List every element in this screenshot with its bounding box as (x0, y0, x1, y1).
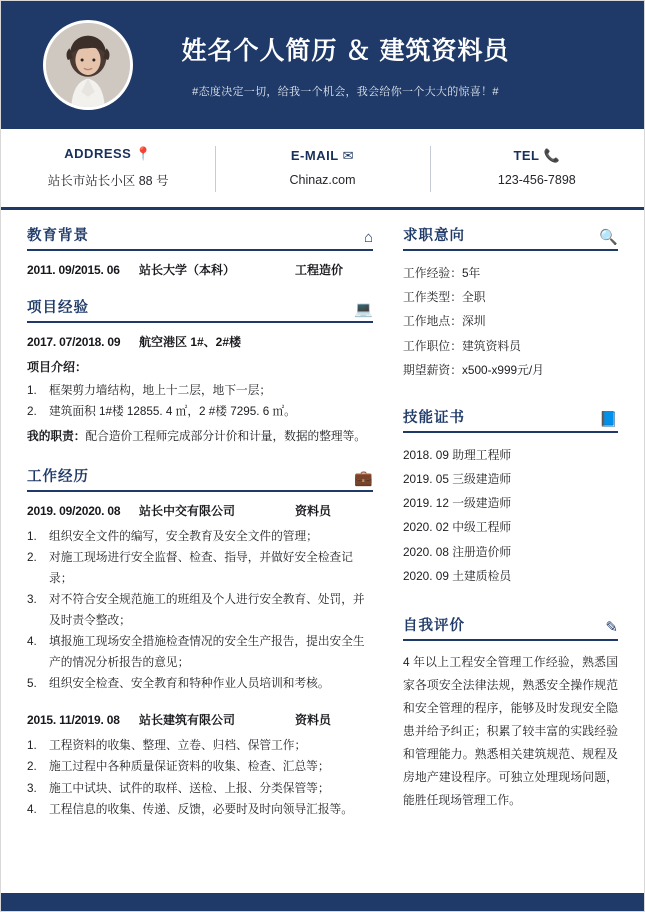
education-major: 工程造价 (295, 263, 344, 277)
list-text: 工程资料的收集、整理、立卷、归档、保管工作； (49, 738, 307, 752)
list-index: 1. (27, 529, 37, 543)
resume-body (1, 210, 644, 838)
list-item: 工作类型：全职 (403, 290, 486, 305)
contact-email (215, 142, 429, 193)
list-item: 2019. 12 一级建造师 (403, 496, 512, 511)
project-date: 2017. 07/2018. 09 (27, 335, 121, 349)
section-certificates (403, 406, 618, 588)
contact-tel-label (430, 148, 644, 164)
project-org: 航空港区 1#、2#楼 (139, 335, 242, 349)
section-evaluation (403, 614, 618, 812)
list-item (27, 527, 373, 547)
work-role: 资料员 (295, 712, 332, 727)
contact-email-label (215, 148, 429, 164)
list-text: 建筑面积 1#楼 12855. 4 ㎡，2 #楼 7295. 6 ㎡。 (49, 405, 296, 419)
education-title: 教育背景 (27, 228, 89, 244)
contact-address (1, 140, 215, 195)
home-icon: ⌂ (363, 229, 373, 246)
section-intention (403, 224, 618, 382)
list-item: 2020. 02 中级工程师 (403, 520, 512, 535)
contact-tel (430, 142, 644, 193)
list-item (27, 402, 373, 422)
intention-title: 求职意向 (403, 228, 465, 244)
list-index: 1. (27, 384, 37, 397)
contact-band (1, 129, 644, 207)
header-subtitle: #态度决定一切，给我一个机会，我会给你一个大大的惊喜！# (192, 86, 499, 98)
list-text: 工程信息的收集、传递、反馈，必要时及时向领导汇报等。 (49, 802, 353, 816)
project-intro-label: 项目介绍： (27, 360, 88, 374)
work-title: 工作经历 (27, 468, 89, 485)
evaluation-text: 4 年以上工程安全管理工作经验，熟悉国家各项安全法律法规，熟悉安全操作规范和安全管理的程序，能够及时发现安全隐患并给予纠正；积累了较丰富的实践经验和管理能力。熟悉相关建筑规范、规程及房地产建设程序。可独立处理现场问题，能胜任现场管理工作。 (403, 654, 618, 807)
list-text: 组织安全文件的编写，安全教育及安全文件的管理； (49, 529, 318, 543)
contact-address-label (1, 146, 215, 162)
work-gap (27, 699, 373, 711)
footer-bar (1, 893, 644, 911)
list-item (27, 674, 373, 694)
work-entry (27, 502, 373, 519)
list-index: 2. (27, 760, 37, 774)
certificates-heading (403, 406, 618, 433)
evaluation-title: 自我评价 (403, 617, 465, 634)
education-date: 2011. 09/2015. 06 (27, 263, 120, 277)
contact-address-text: ADDRESS (64, 146, 132, 161)
list-item: 工作职位：建筑资料员 (403, 338, 521, 353)
contact-email-text: E-MAIL (290, 148, 339, 163)
project-entry (27, 333, 373, 350)
list-text: 组织安全检查、安全教育和特种作业人员培训和考核。 (49, 677, 330, 691)
list-item: 2019. 05 三级建造师 (403, 472, 512, 487)
list-item (27, 757, 373, 777)
list-index: 2. (27, 405, 37, 419)
list-item: 期望薪资：x500-x999元/月 (403, 362, 544, 377)
right-column (391, 224, 618, 838)
contact-tel-text: TEL (513, 148, 540, 163)
list-index: 3. (27, 593, 37, 607)
list-index: 3. (27, 781, 37, 795)
section-work (27, 465, 373, 821)
phone-icon: 📞 (543, 148, 561, 163)
list-text: 对不符合安全规范施工的班组及个人进行安全教育、处罚，并及时责令整改； (49, 593, 365, 627)
list-item: 2020. 08 注册造价师 (403, 544, 512, 559)
education-org: 站长大学（本科） (139, 263, 236, 277)
intention-heading (403, 224, 618, 251)
envelope-icon: ✉ (342, 148, 355, 163)
project-duty-label: 我的职责： (27, 429, 86, 443)
education-entry (27, 261, 373, 278)
work-job-1 (27, 502, 373, 695)
section-project (27, 296, 373, 447)
work-date: 2019. 09/2020. 08 (27, 503, 121, 518)
evaluation-heading (403, 614, 618, 641)
list-index: 1. (27, 738, 37, 752)
list-item: 2020. 09 土建质检员 (403, 568, 512, 583)
page-title: 姓名个人简历 ＆ 建筑资料员 (181, 37, 510, 65)
list-index: 4. (27, 635, 37, 649)
list-text: 填报施工现场安全措施检查情况的安全生产报告，提出安全生产的情况分析报告的意见； (49, 635, 365, 669)
project-item-list (27, 381, 373, 423)
section-education (27, 224, 373, 278)
avatar (43, 20, 133, 110)
list-text: 框架剪力墙结构，地上十二层，地下一层； (49, 384, 272, 397)
list-item (27, 381, 373, 401)
contact-email-value[interactable]: Chinaz.com (289, 173, 356, 187)
laptop-icon: 💻 (354, 301, 373, 318)
list-text: 施工中试块、试件的取样、送检、上报、分类保管等； (49, 781, 330, 795)
work-entry (27, 711, 373, 728)
work-role: 资料员 (295, 503, 332, 518)
list-index: 2. (27, 551, 37, 565)
location-pin-icon: 📍 (135, 146, 153, 161)
project-title: 项目经验 (27, 300, 89, 316)
certificates-title: 技能证书 (403, 409, 465, 426)
list-item (27, 590, 373, 631)
certificates-list (403, 443, 618, 588)
work-heading (27, 465, 373, 492)
left-column (27, 224, 391, 838)
list-index: 4. (27, 802, 37, 816)
work-job-2 (27, 711, 373, 821)
list-index: 5. (27, 677, 37, 691)
list-item: 2018. 09 助理工程师 (403, 447, 512, 462)
book-icon: 📘 (599, 410, 618, 428)
work-item-list (27, 527, 373, 695)
work-org: 站长中交有限公司 (139, 503, 236, 518)
list-item: 工作经验：5年 (403, 266, 481, 280)
intention-list (403, 261, 618, 382)
contact-address-value: 站长市站长小区 88 号 (47, 174, 169, 188)
resume-header (1, 1, 644, 129)
list-item (27, 800, 373, 820)
list-item (27, 548, 373, 589)
list-text: 施工过程中各种质量保证资料的收集、检查、汇总等； (49, 760, 330, 774)
project-duty (27, 427, 373, 447)
search-icon: 🔍 (599, 229, 618, 246)
contact-tel-value: 123-456-7898 (497, 173, 576, 187)
work-org: 站长建筑有限公司 (139, 712, 236, 727)
list-text: 对施工现场进行安全监督、检查、指导，并做好安全检查记录； (49, 551, 353, 585)
avatar-photo (46, 23, 130, 107)
briefcase-icon: 💼 (354, 469, 373, 487)
education-heading (27, 224, 373, 251)
list-item (27, 632, 373, 673)
header-text-block (133, 31, 618, 99)
project-heading (27, 296, 373, 323)
project-duty-text: 配合造价工程师完成部分计价和计量，数据的整理等。 (85, 429, 366, 443)
list-item (27, 736, 373, 756)
list-item (27, 779, 373, 799)
work-date: 2015. 11/2019. 08 (27, 712, 120, 727)
list-item: 工作地点：深圳 (403, 314, 486, 329)
pencil-icon: ✎ (605, 618, 618, 636)
work-item-list (27, 736, 373, 821)
